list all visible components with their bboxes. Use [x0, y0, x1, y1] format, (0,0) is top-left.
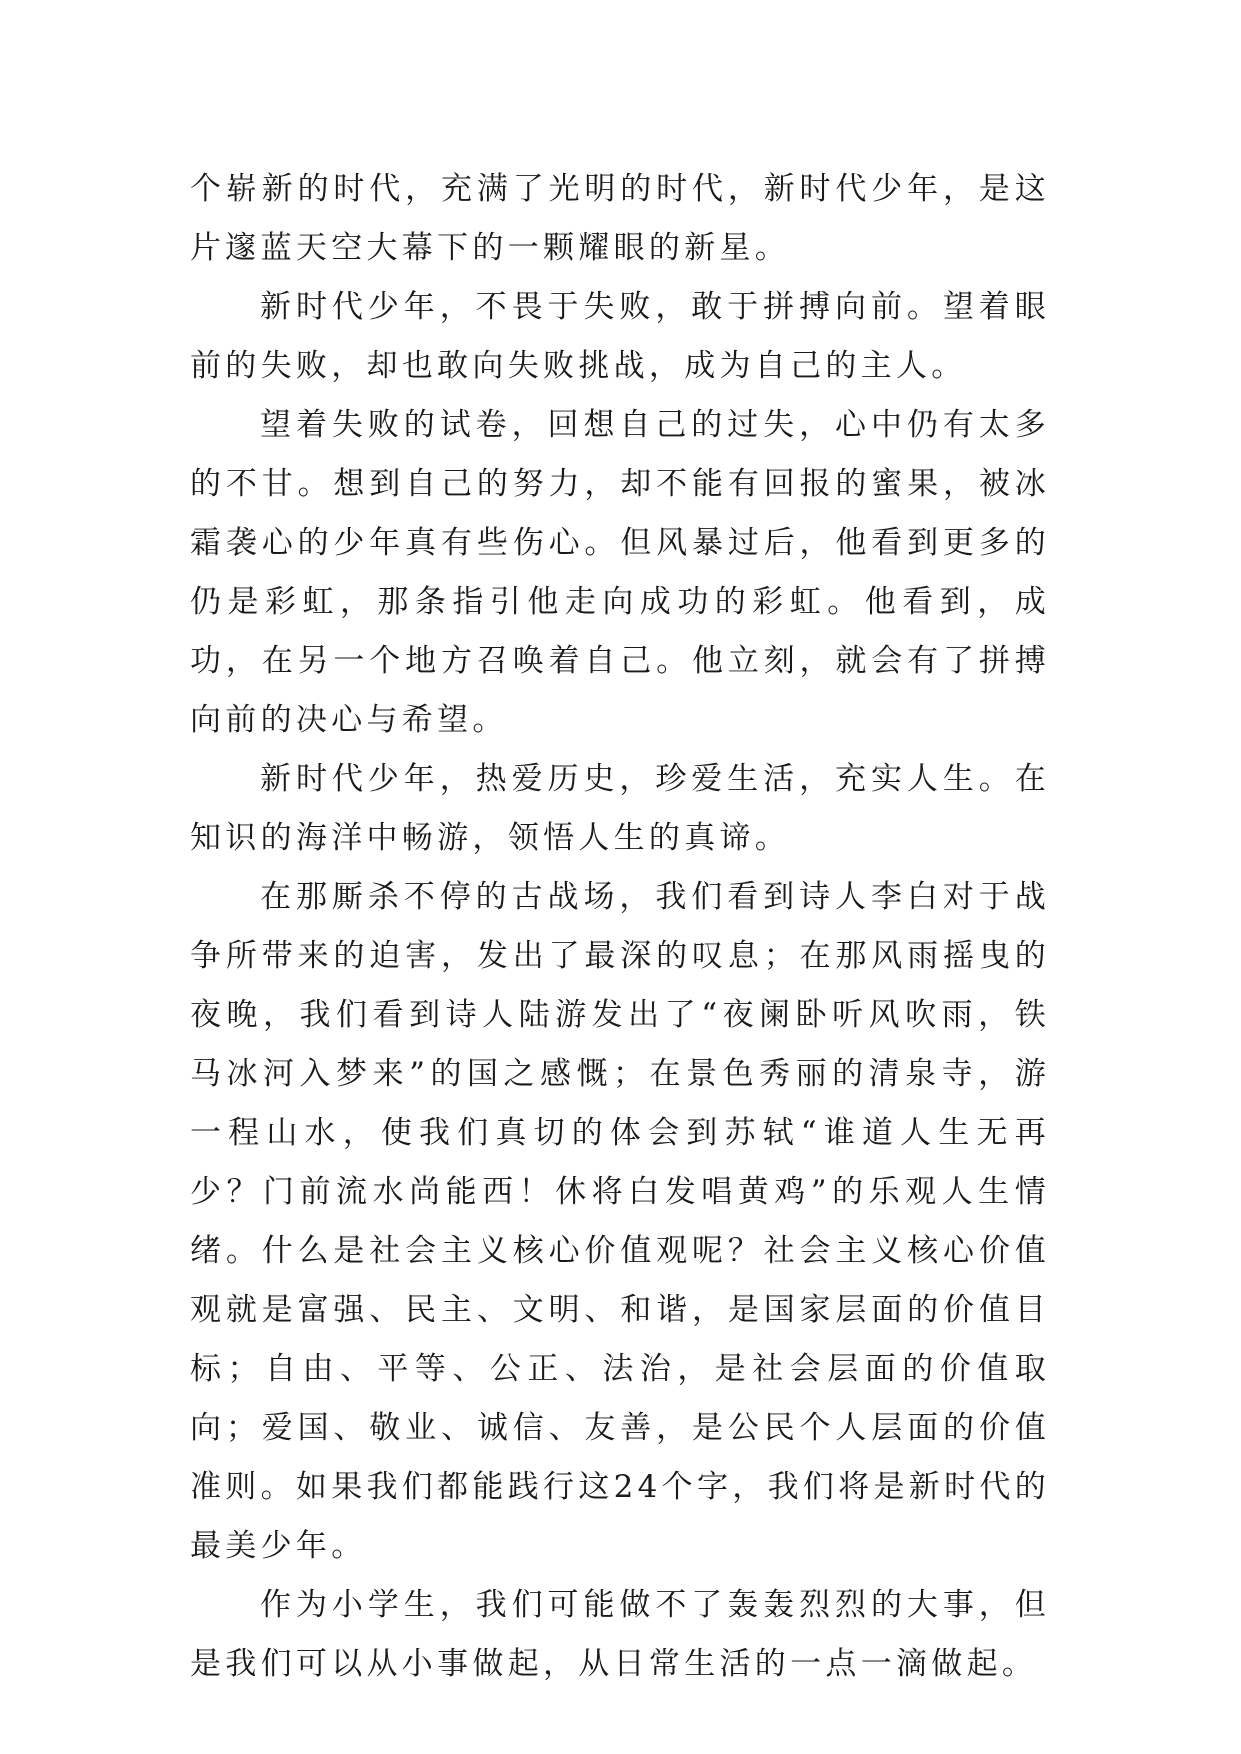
- document-body: [190, 160, 1050, 1694]
- paragraph-small-things: 作为小学生，我们可能做不了轰轰烈烈的大事，但是我们可以从小事做起，从日常生活的一点一滴做起。: [190, 1587, 1050, 1682]
- paragraph-poets-values: 在那厮杀不停的古战场，我们看到诗人李白对于战争所带来的迫害，发出了最深的叹息；在那风雨摇曳的夜晚，我们看到诗人陆游发出了“夜阑卧听风吹雨，铁马冰河入梦来”的国之感慨；在景色秀丽的清泉寺，游一程山水，使我们真切的体会到苏轼“谁道人生无再少？门前流水尚能西！休将白发唱黄鸡”的乐观人生情绪。什么是社会主义核心价值观呢？社会主义核心价值观就是富强、民主、文明、和谐，是国家层面的价值目标；自由、平等、公正、法治，是社会层面的价值取向；爱国、敬业、诚信、友善，是公民个人层面的价值准则。如果我们都能践行这24个字，我们将是新时代的最美少年。: [190, 879, 1050, 1564]
- paragraph-history: 新时代少年，热爱历史，珍爱生活，充实人生。在知识的海洋中畅游，领悟人生的真谛。: [190, 761, 1050, 856]
- paragraph-continuation: 个崭新的时代，充满了光明的时代，新时代少年，是这片邃蓝天空大幕下的一颗耀眼的新星。: [190, 171, 1050, 266]
- paragraph-exam: 望着失败的试卷，回想自己的过失，心中仍有太多的不甘。想到自己的努力，却不能有回报的蜜果，被冰霜袭心的少年真有些伤心。但风暴过后，他看到更多的仍是彩虹，那条指引他走向成功的彩虹。他看到，成功，在另一个地方召唤着自己。他立刻，就会有了拼搏向前的决心与希望。: [190, 407, 1050, 738]
- paragraph-failure: 新时代少年，不畏于失败，敢于拼搏向前。望着眼前的失败，却也敢向失败挑战，成为自己的主人。: [190, 289, 1050, 384]
